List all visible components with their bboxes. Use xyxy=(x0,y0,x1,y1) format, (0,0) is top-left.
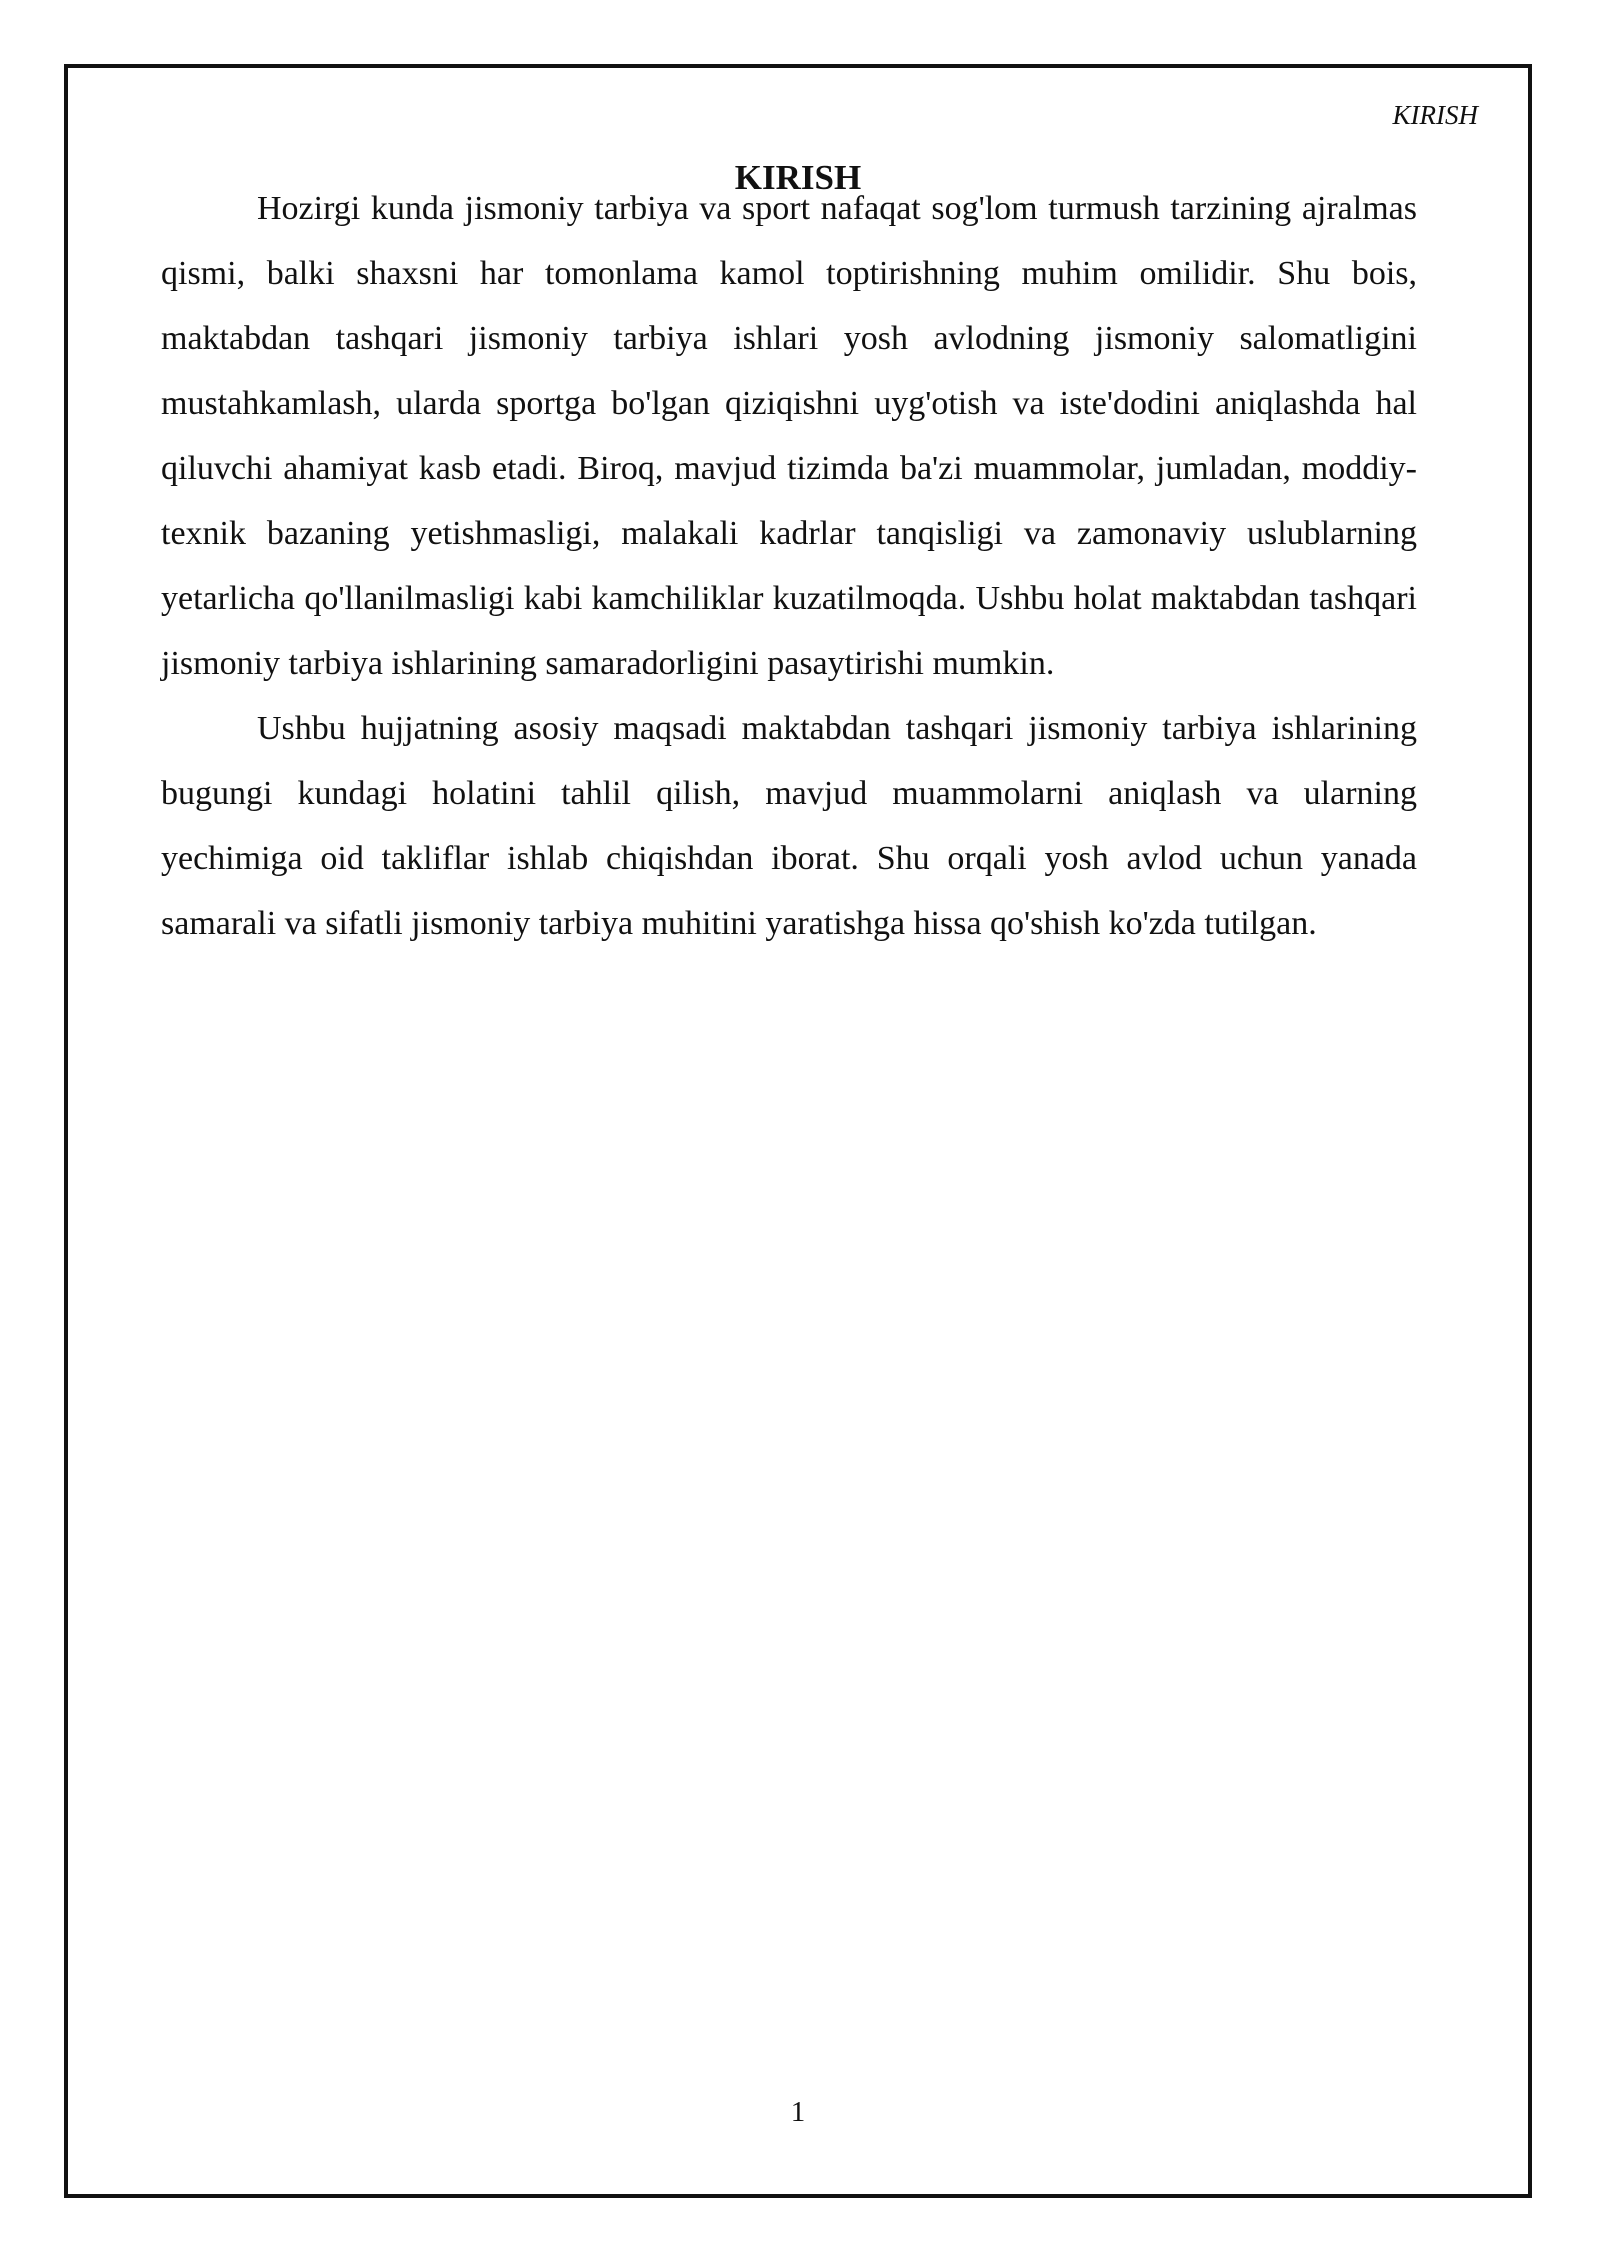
page-number: 1 xyxy=(790,2096,806,2128)
section-title: KIRISH xyxy=(734,158,862,197)
running-header: KIRISH xyxy=(1392,100,1478,130)
section-body xyxy=(161,176,1417,956)
paragraph: Ushbu hujjatning asosiy maqsadi maktabdan tashqari jismoniy tarbiya ishlarining bugungi kundagi holatini tahlil qilish, mavjud muammolarni aniqlash va ularning yechimiga oid takliflar ishlab chiqishdan iborat. Shu orqali yosh avlod uchun yanada samarali va sifatli jismoniy tarbiya muhitini yaratishga hissa qo'shish ko'zda tutilgan. xyxy=(161,710,1417,942)
paragraph: Hozirgi kunda jismoniy tarbiya va sport nafaqat sog'lom turmush tarzining ajralmas qismi, balki shaxsni har tomonlama kamol toptirishning muhim omilidir. Shu bois, maktabdan tashqari jismoniy tarbiya ishlari yosh avlodning jismoniy salomatligini mustahkamlash, ularda sportga bo'lgan qiziqishni uyg'otish va iste'dodini aniqlashda hal qiluvchi ahamiyat kasb etadi. Biroq, mavjud tizimda ba'zi muammolar, jumladan, moddiy-texnik bazaning yetishmasligi, malakali kadrlar tanqisligi va zamonaviy uslublarning yetarlicha qo'llanilmasligi kabi kamchiliklar kuzatilmoqda. Ushbu holat maktabdan tashqari jismoniy tarbiya ishlarining samaradorligini pasaytirishi mumkin. xyxy=(161,190,1417,682)
